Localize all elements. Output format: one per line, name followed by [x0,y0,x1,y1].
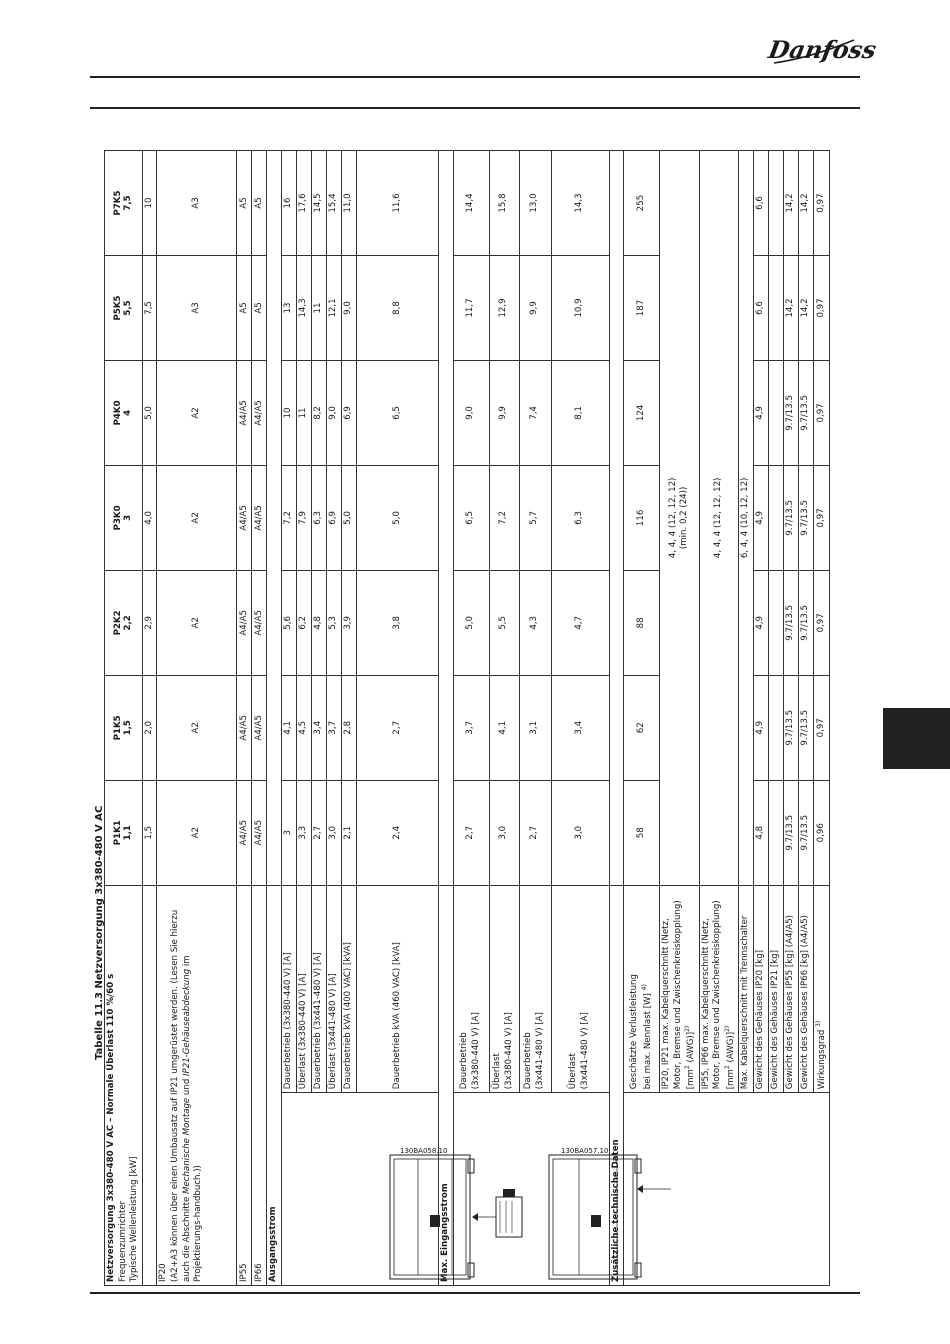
row-label: Dauerbetrieb (3x380-440 V) [A] [281,885,296,1092]
row-label [438,151,453,886]
table-cell: 9.7/13.5 [799,465,814,570]
table-cell: 8,8 [356,256,438,361]
row-label: Geschätzte Verlustleistung bei max. Nennlast [W] $^{4)}$ [624,885,660,1092]
row-label [267,151,282,886]
row-label [769,360,784,465]
table-cell: 11,7 [453,256,489,361]
header-label-2: Typische Wellenleistung [kW] [129,1156,140,1282]
table-cell: 88 [624,570,660,675]
table-cell: 14,2 [799,151,814,256]
table-cell: 3 [281,780,296,885]
table-cell: 7,2 [489,465,519,570]
row-label [769,570,784,675]
row-label: Gewicht des Gehäuses IP55 [kg] (A4/A5) [784,885,799,1092]
table-cell: 6,5 [453,465,489,570]
table-cell: 9.7/13.5 [799,675,814,780]
row-label [609,151,624,886]
table-cell: A2 [157,675,237,780]
table-cell: 9.7/13.5 [799,570,814,675]
row-label: Gewicht des Gehäuses IP20 [kg] [754,885,769,1092]
table-cell: 6,9 [326,465,341,570]
row-label [142,885,157,1285]
table-cell: 4,1 [489,675,519,780]
table-cell: 9,9 [519,256,551,361]
table-cell: 2,7 [519,780,551,885]
table-cell: 7,9 [296,465,311,570]
table-cell: 2,4 [356,780,438,885]
table-cell: 5,0 [341,465,356,570]
table-cell: 4,9 [754,570,769,675]
table-cell: 6,9 [341,360,356,465]
row-label: Dauerbetrieb kVA (460 VAC) [kVA] [356,885,438,1092]
table-cell: 6,3 [551,465,609,570]
table-cell: A4/A5 [252,780,267,885]
table-cell: 8,1 [551,360,609,465]
table-cell: 14,2 [799,256,814,361]
input-drawing-id: 130BA057.10 [561,1147,609,1155]
row-label [769,151,784,256]
table-caption: Tabelle 11.3 Netzversorgung 3x380-480 V AC [94,805,105,1060]
ip20-label: IP20 (A2+A3 können über einen Umbausatz auf IP21 umgerüstet werden. (Lesen Sie hierzu auch die Abschnitte Mechanische Montage und IP21-Gehäuseabdeckung im Projektierungs-handbuch.)) [157,885,237,1285]
output-drawing-id: 130BA058.10 [399,1147,448,1155]
table-cell: 124 [624,360,660,465]
table-cell: 62 [624,675,660,780]
footer-rule [90,1292,860,1294]
row-label: Überlast (3x441-480 V) [A] [326,885,341,1092]
table-cell: 1,5 [142,780,157,885]
table-cell: A2 [157,465,237,570]
table-cell: 6,6 [754,256,769,361]
col-header: P5K5 5,5 [105,256,143,361]
table-cell: 0,97 [814,151,830,256]
table-cell: 187 [624,256,660,361]
output-section-row [267,151,282,1286]
table-cell: 5,0 [142,360,157,465]
table-cell: 4,3 [519,570,551,675]
table-row [453,151,489,1286]
table-cell: 0,97 [814,256,830,361]
table-cell: 11 [296,360,311,465]
table-cell: 17,6 [296,151,311,256]
table-cell: 255 [624,151,660,256]
table-cell: A4/A5 [237,780,252,885]
row-label [769,675,784,780]
table-cell: 3,0 [326,780,341,885]
chapter-tab [883,708,950,769]
table-cell: 2,8 [341,675,356,780]
row-label: Gewicht des Gehäuses IP66 [kg] (A4/A5) [799,885,814,1092]
table-cell: 6,5 [356,360,438,465]
row-label: IP55 [237,885,252,1285]
additional-section-row [609,151,624,1286]
table-cell: 0,96 [814,780,830,885]
row-label [769,465,784,570]
col-header: P3K0 3 [105,465,143,570]
col-header: P1K1 1,1 [105,780,143,885]
table-cell: 7,4 [519,360,551,465]
table-cell: 10 [142,151,157,256]
table-cell: 15,4 [326,151,341,256]
table-cell: A4/A5 [237,465,252,570]
table-cell: 4,8 [311,570,326,675]
table-cell: A3 [157,151,237,256]
table-cell: 3,7 [453,675,489,780]
table-cell: 10,9 [551,256,609,361]
table-cell: 0,97 [814,465,830,570]
row-label [769,256,784,361]
table-cell: 14,3 [296,256,311,361]
table-cell: 12,1 [326,256,341,361]
table-cell: 9.7/13.5 [799,360,814,465]
table-cell: 9.7/13.5 [784,570,799,675]
row-label: IP55, IP66 max. Kabelquerschnitt (Netz, Motor, Bremse und Zwischenkreiskopplung) [$mm^2$ (AWG)]$^{2)}$ [699,885,739,1092]
table-cell: 2,7 [356,675,438,780]
table-cell: 3,1 [519,675,551,780]
table-cell: 7,5 [142,256,157,361]
svg-text:Danfoss: Danfoss [766,35,879,64]
input-section-title: Max. Eingangsstrom [438,885,453,1285]
table-cell: 6,3 [311,465,326,570]
table-cell: 4,9 [754,360,769,465]
table-cell: 3,0 [551,780,609,885]
ip55-row [237,151,252,1286]
table-cell: 4, 4, 4 (12, 12, 12) (min. 0,2 (24)) [660,151,700,886]
table-cell: 4,7 [551,570,609,675]
table-cell: 4,9 [754,675,769,780]
table-cell: A5 [252,256,267,361]
table-cell: A4/A5 [237,570,252,675]
title-row [105,151,143,1286]
row-label: IP20, IP21 max. Kabelquerschnitt (Netz, Motor, Bremse und Zwischenkreiskopplung) [$mm^2$ (AWG)]$^{2)}$ [660,885,700,1092]
table-cell: 14,3 [551,151,609,256]
table-cell: A5 [237,256,252,361]
row-label: Dauerbetrieb kVA (400 VAC) [kVA] [341,885,356,1092]
table-cell: A4/A5 [252,570,267,675]
table-cell: 5,7 [519,465,551,570]
ip66-row [252,151,267,1286]
table-cell: 2,7 [311,780,326,885]
row-label: Gewicht des Gehäuses IP21 [kg] [769,885,784,1092]
table-cell: A4/A5 [237,360,252,465]
table-cell: 3,4 [311,675,326,780]
table-cell: 9,0 [341,256,356,361]
table-cell: 0,97 [814,570,830,675]
table-cell: 12,9 [489,256,519,361]
table-cell: 3,4 [551,675,609,780]
table-cell: A4/A5 [252,465,267,570]
table-cell: 5,3 [326,570,341,675]
header-rule-bottom [90,107,860,109]
table-cell: 0,97 [814,675,830,780]
table-cell: 14,4 [453,151,489,256]
danfoss-logo [766,32,879,68]
row-label: Überlast (3x380-440 V) [A] [296,885,311,1092]
spec-table [104,150,830,1286]
col-header: P4K0 4 [105,360,143,465]
table-cell: 2,0 [142,675,157,780]
row-label: Dauerbetrieb (3x441-480 V) [A] [519,885,551,1092]
row-label: Überlast (3x441-480 V) [A] [551,885,609,1092]
row-label: Dauerbetrieb (3x380-440 V) [A] [453,885,489,1092]
table-cell: 11,6 [356,151,438,256]
table-cell: A4/A5 [237,675,252,780]
table-cell: 2,7 [453,780,489,885]
table-cell: 7,2 [281,465,296,570]
table-cell: 4,0 [142,465,157,570]
table-cell: 9.7/13.5 [784,780,799,885]
col-header: P2K2 2,2 [105,570,143,675]
table-cell: 3,7 [326,675,341,780]
table-cell: 9,9 [489,360,519,465]
table-row [142,151,157,1286]
table-cell: 13,0 [519,151,551,256]
table-cell: 6,2 [296,570,311,675]
table-cell: 9,0 [453,360,489,465]
table-cell: A3 [157,256,237,361]
table-cell: 0,97 [814,360,830,465]
col-header: P1K5 1,5 [105,675,143,780]
row-label [769,780,784,885]
table-cell: 11,0 [341,151,356,256]
input-section-row [438,151,453,1286]
additional-section-title: Zusätzliche technische Daten [609,885,624,1285]
table-cell: 5,5 [489,570,519,675]
ip20-row [157,151,237,1286]
table-cell: 4,1 [281,675,296,780]
table-cell: 13 [281,256,296,361]
table-cell: 116 [624,465,660,570]
row-label: Max. Kabelquerschnitt mit Trennschalter [739,885,754,1092]
loss-row [624,151,660,1286]
table-cell: A4/A5 [252,360,267,465]
table-cell: 11 [311,256,326,361]
table-cell: A5 [237,151,252,256]
table-cell: A4/A5 [252,675,267,780]
table-cell: 2,1 [341,780,356,885]
table-cell: 14,5 [311,151,326,256]
row-label: IP66 [252,885,267,1285]
table-row [281,151,296,1286]
table-cell: A5 [252,151,267,256]
table-cell: 9.7/13.5 [784,675,799,780]
table-cell: 14,2 [784,256,799,361]
table-cell: A2 [157,360,237,465]
table-cell: 8,2 [311,360,326,465]
col-header: P7K5 7,5 [105,151,143,256]
table-cell: 5,0 [453,570,489,675]
table-cell: 58 [624,780,660,885]
row-label: Dauerbetrieb (3x441-480 V) [A] [311,885,326,1092]
table-cell: A2 [157,570,237,675]
row-label: Wirkungsgrad $^{3)}$ [814,885,830,1092]
table-cell: 9.7/13.5 [784,360,799,465]
table-title-text: Netzversorgung 3x380-480 V AC – Normale Überlast 110 %/60 s [106,973,116,1282]
table-cell: 9.7/13.5 [799,780,814,885]
table-cell: 4,5 [296,675,311,780]
table-cell: 6,6 [754,151,769,256]
table-cell: 16 [281,151,296,256]
table-cell: 5,0 [356,465,438,570]
table-cell: 9,0 [326,360,341,465]
table-cell: 4, 4, 4 (12, 12, 12) [699,151,739,886]
table-cell: 3,0 [489,780,519,885]
header-rule-top [90,76,860,78]
table-cell: 3,9 [341,570,356,675]
table-cell: 3,8 [356,570,438,675]
table-cell: 10 [281,360,296,465]
table-title [105,885,143,1285]
table-cell: A2 [157,780,237,885]
row-label: Überlast (3x380-440 V) [A] [489,885,519,1092]
table-cell: 9.7/13.5 [784,465,799,570]
table-cell: 4,8 [754,780,769,885]
table-cell: 5,6 [281,570,296,675]
output-section-title: Ausgangsstrom [267,885,282,1285]
spec-table-rotated [104,150,827,1286]
table-cell: 2,9 [142,570,157,675]
table-cell: 4,9 [754,465,769,570]
header-label-1: Frequenzumrichter [117,1200,128,1282]
table-cell: 3,3 [296,780,311,885]
table-cell: 14,2 [784,151,799,256]
table-cell: 15,8 [489,151,519,256]
table-cell: 6, 4, 4 (10, 12, 12) [739,151,754,886]
